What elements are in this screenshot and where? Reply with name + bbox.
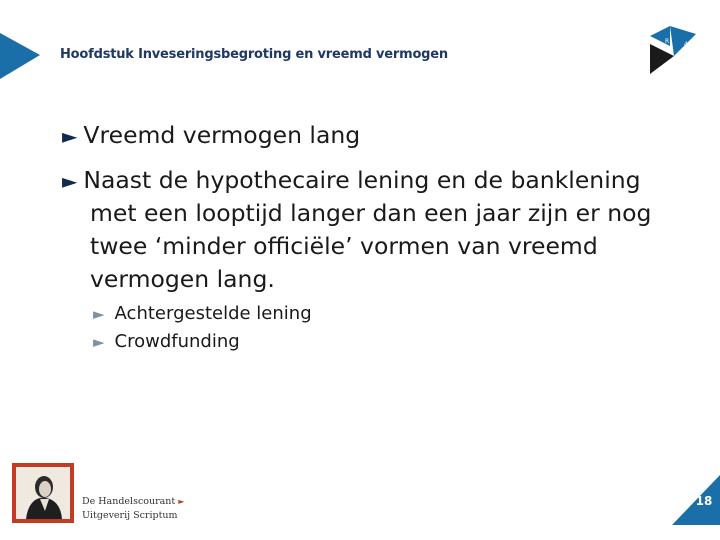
chapter-badge-icon [650,26,698,74]
sub-bullet-item [93,329,240,355]
publisher-logo [12,463,74,523]
bullet-marker-icon: ► [62,169,78,193]
sub-bullet-text: Crowdfunding [114,331,240,352]
publisher-line1: De Handelscourant [82,496,176,507]
bullet-text-line: Naast de hypothecaire lening en de banklening [83,166,641,194]
sub-bullet-marker-icon: ► [93,305,105,323]
page-number: 18 [695,494,713,508]
corner-triangle-left-icon [0,33,42,81]
sub-bullet-marker-icon: ► [93,333,105,351]
chapter-title: Hoofdstuk Inveseringsbegroting en vreemd vermogen [60,47,448,62]
bullet-text-line: twee ‘minder officiële’ vormen van vreemd [90,232,598,260]
portrait-icon [16,467,70,519]
bullet-text: Vreemd vermogen lang [83,121,361,149]
bullet-marker-icon: ► [62,124,78,148]
publisher-imprint: Uitgeverij Scriptum [82,510,178,521]
bullet-text-line: vermogen lang. [90,265,275,293]
badge-number: 4 [684,41,688,48]
sub-bullet-item [93,301,312,327]
bullet-item [62,164,641,197]
publisher-arrow-icon: ► [178,497,185,506]
publisher-name [82,496,184,507]
sub-bullet-text: Achtergestelde lening [114,303,312,324]
bullet-item [62,119,360,152]
badge-letter: R [665,38,670,45]
bullet-text-line: met een looptijd langer dan een jaar zijn er nog [90,199,652,227]
